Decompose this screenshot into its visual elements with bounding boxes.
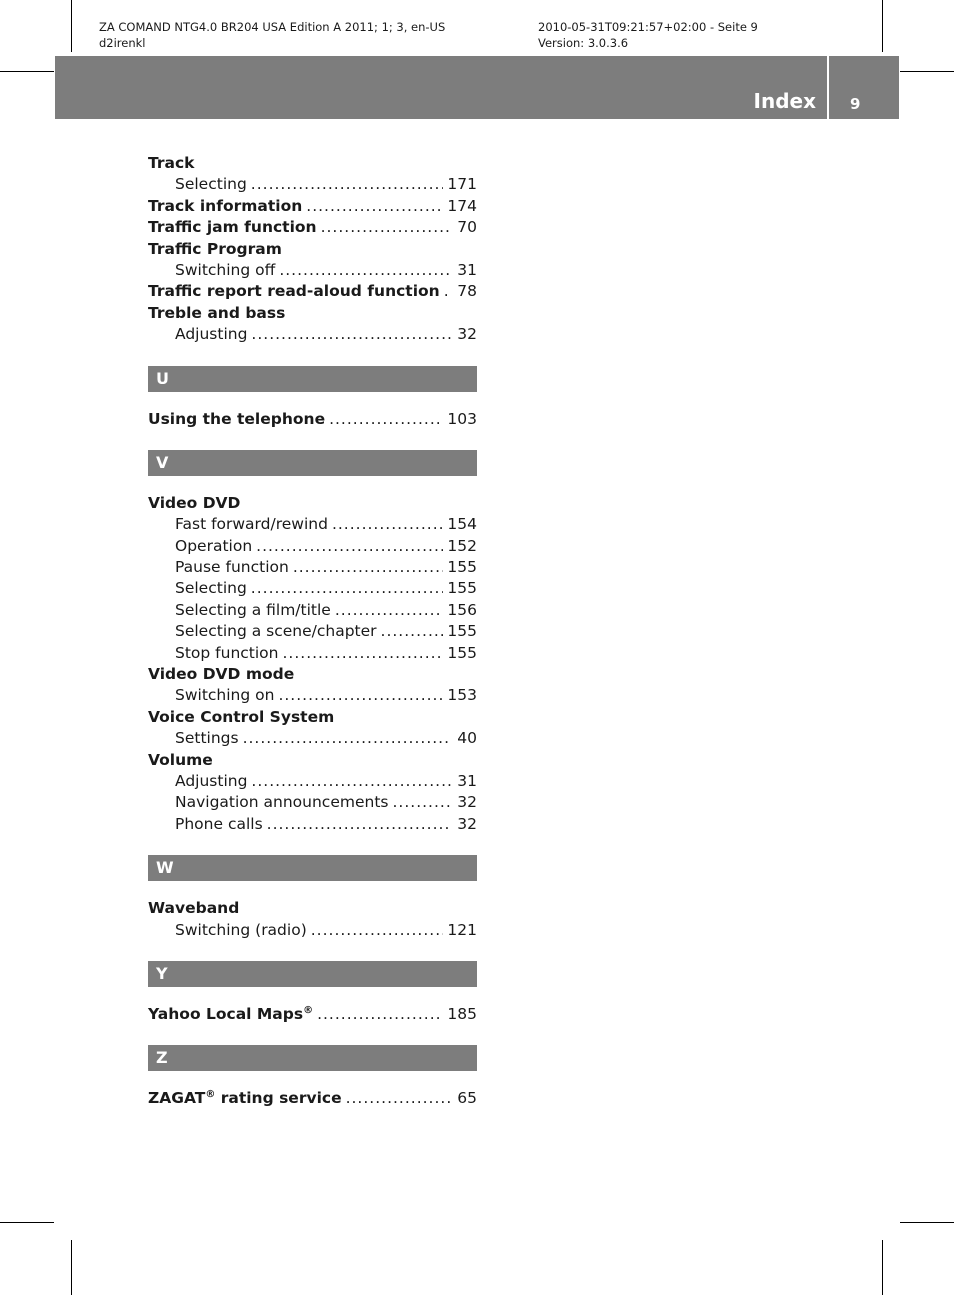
entry-label: Traffic report read-aloud function (148, 282, 440, 301)
dot-leader (321, 217, 451, 238)
index-entry (148, 1004, 477, 1025)
index-entry (148, 664, 477, 685)
dot-leader (335, 600, 444, 621)
print-meta-right (538, 19, 758, 51)
dot-leader (329, 409, 443, 430)
index-subentry (148, 324, 477, 345)
index-subentry (148, 578, 477, 599)
entry-label: Traffic Program (148, 239, 282, 258)
dot-leader (306, 196, 443, 217)
index-subentry (148, 771, 477, 792)
letter-heading-w: W (148, 855, 477, 881)
dot-leader (392, 792, 451, 813)
registered-mark: ® (303, 1004, 314, 1016)
dot-leader (251, 324, 451, 345)
index-subentry (148, 728, 477, 749)
entry-label (148, 1088, 342, 1109)
crop-mark (71, 0, 72, 52)
index-subentry (148, 643, 477, 664)
index-entry (148, 303, 477, 324)
entry-label: Switching off (175, 260, 276, 279)
entry-page[interactable]: 174 (447, 196, 477, 215)
index-entry (148, 239, 477, 260)
index-entry (148, 217, 477, 238)
entry-page[interactable]: 31 (457, 260, 477, 279)
index-subentry (148, 685, 477, 706)
dot-leader (332, 514, 443, 535)
entry-page[interactable]: 171 (447, 175, 477, 194)
dot-leader (278, 685, 443, 706)
entry-page[interactable]: 154 (447, 515, 477, 534)
entry-label: Waveband (148, 899, 240, 918)
entry-page[interactable]: 32 (457, 325, 477, 344)
entry-label: Selecting a scene/chapter (175, 622, 377, 641)
crop-mark (71, 1240, 72, 1295)
letter-heading-y: Y (148, 961, 477, 987)
index-subentry (148, 557, 477, 578)
entry-label: Pause function (175, 558, 289, 577)
entry-label: Phone calls (175, 814, 263, 833)
dot-leader (282, 643, 443, 664)
entry-label: Stop function (175, 643, 279, 662)
crop-mark (0, 1222, 54, 1223)
meta-document-id: ZA COMAND NTG4.0 BR204 USA Edition A 2011; 1; 3, en-US (99, 20, 446, 34)
index-subentry (148, 920, 477, 941)
letter-heading-v: V (148, 450, 477, 476)
dot-leader (381, 621, 444, 642)
entry-label: Switching (radio) (175, 920, 307, 939)
index-entry (148, 898, 477, 919)
dot-leader (311, 920, 444, 941)
print-meta-left (99, 19, 445, 51)
index-subentry (148, 621, 477, 642)
registered-mark: ® (205, 1089, 216, 1101)
dot-leader (251, 771, 451, 792)
entry-label: Track (148, 154, 195, 172)
entry-page[interactable]: 31 (457, 771, 477, 790)
index-entry (148, 196, 477, 217)
entry-label: Adjusting (175, 325, 248, 344)
entry-label: Selecting (175, 579, 247, 598)
entry-label (148, 1004, 313, 1025)
dot-leader (267, 814, 451, 835)
index-entry (148, 1088, 477, 1109)
letter-heading-u: U (148, 366, 477, 392)
dot-leader (251, 578, 444, 599)
entry-page[interactable]: 32 (457, 814, 477, 833)
crop-mark (0, 71, 54, 72)
entry-label: Voice Control System (148, 707, 335, 726)
page-title: Index (753, 89, 816, 113)
entry-label: Selecting a film/title (175, 600, 331, 619)
entry-page[interactable]: 152 (447, 536, 477, 555)
entry-label-text: ZAGAT (148, 1089, 206, 1108)
dot-leader (317, 1004, 443, 1025)
index-column (148, 153, 477, 1110)
entry-label: Adjusting (175, 771, 248, 790)
dot-leader (346, 1088, 451, 1109)
entry-page[interactable]: 155 (447, 622, 477, 641)
crop-mark (882, 1240, 883, 1295)
entry-page[interactable]: 121 (447, 920, 477, 939)
dot-leader (256, 536, 443, 557)
index-entry (148, 493, 477, 514)
meta-author: d2irenkl (99, 36, 146, 50)
index-subentry (148, 514, 477, 535)
meta-version: Version: 3.0.3.6 (538, 36, 629, 50)
entry-label: Operation (175, 536, 253, 555)
entry-page[interactable]: 155 (447, 643, 477, 662)
entry-page[interactable]: 103 (447, 409, 477, 428)
entry-label: Selecting (175, 175, 247, 194)
crop-mark (900, 71, 954, 72)
entry-page[interactable]: 40 (457, 729, 477, 748)
dot-leader (293, 557, 444, 578)
entry-label: Video DVD mode (148, 665, 295, 684)
index-subentry (148, 814, 477, 835)
index-entry (148, 153, 477, 174)
entry-page[interactable]: 78 (457, 282, 477, 301)
entry-label: Settings (175, 729, 239, 748)
page-number: 9 (850, 95, 861, 113)
entry-label-text: Yahoo Local Maps (148, 1004, 304, 1023)
index-subentry (148, 260, 477, 281)
index-subentry (148, 174, 477, 195)
entry-page[interactable]: 65 (457, 1089, 477, 1108)
dot-leader (243, 728, 451, 749)
dot-leader (444, 281, 451, 302)
index-subentry (148, 536, 477, 557)
entry-label: Fast forward/rewind (175, 515, 328, 534)
index-entry (148, 409, 477, 430)
dot-leader (251, 174, 444, 195)
entry-page[interactable]: 155 (447, 558, 477, 577)
index-entry (148, 707, 477, 728)
entry-page[interactable]: 70 (457, 218, 477, 237)
entry-page[interactable]: 155 (447, 579, 477, 598)
entry-label: Video DVD (148, 493, 241, 512)
entry-page[interactable]: 185 (447, 1004, 477, 1023)
entry-page[interactable]: 32 (457, 793, 477, 812)
entry-label: Switching on (175, 686, 275, 705)
entry-label: Using the telephone (148, 409, 326, 428)
banner-divider (827, 56, 829, 119)
entry-label: Treble and bass (148, 303, 286, 322)
entry-page[interactable]: 153 (447, 686, 477, 705)
entry-label: Traffic jam function (148, 218, 317, 237)
meta-timestamp: 2010-05-31T09:21:57+02:00 - Seite 9 (538, 20, 758, 34)
index-entry (148, 281, 477, 302)
index-subentry (148, 792, 477, 813)
index-subentry (148, 600, 477, 621)
crop-mark (900, 1222, 954, 1223)
entry-page[interactable]: 156 (447, 600, 477, 619)
dot-leader (279, 260, 451, 281)
index-entry (148, 750, 477, 771)
entry-label: Track information (148, 196, 303, 215)
entry-label-suffix: rating service (215, 1089, 342, 1108)
letter-heading-z: Z (148, 1045, 477, 1071)
entry-label: Navigation announcements (175, 793, 389, 812)
crop-mark (882, 0, 883, 52)
entry-label: Volume (148, 750, 213, 769)
